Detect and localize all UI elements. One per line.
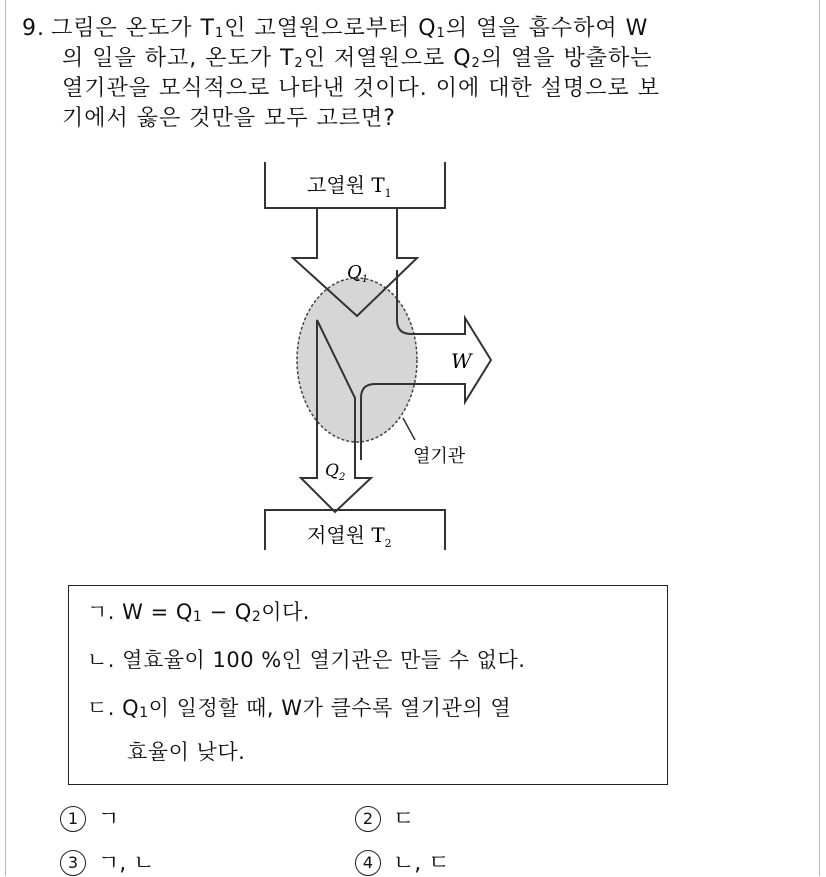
question-number: 9. <box>22 16 45 41</box>
q1-label: $Q_1$ <box>347 262 369 285</box>
statements-box <box>68 585 668 785</box>
work-label: W <box>451 349 472 373</box>
q2-label: $Q_2$ <box>325 461 346 483</box>
cold-reservoir-label: 저열원 $T_2$ <box>307 523 392 550</box>
statement-c: ㄷ. $Q_1$이 일정할 때, W가 클수록 열기관의 열 <box>87 696 512 721</box>
question-line-4: 기에서 옳은 것만을 모두 고르면? <box>62 106 396 131</box>
choice-3[interactable]: 3 ㄱ, ㄴ <box>60 846 155 877</box>
hot-reservoir-label: 고열원 $T_1$ <box>307 173 392 200</box>
engine-pointer-line <box>403 418 415 440</box>
question-text: 9. 그림은 온도가 $T_1$인 고열원으로부터 $Q_1$의 열을 흡수하여 W 의 일을 하고, 온도가 $T_2$인 저열원으로 $Q_2$의 열을 방출하는 열기관을 모식적으로 나타낸 것이다. 이에 대한 설명으로 보 기에서 옳은 것만을 모두 고르면? <box>22 14 782 134</box>
question-line-3: 열기관을 모식적으로 나타낸 것이다. 이에 대한 설명으로 보 <box>62 76 660 101</box>
heat-engine-ellipse <box>297 278 417 442</box>
statement-a: ㄱ. $W = Q_1 - Q_2$이다. <box>87 600 310 625</box>
statement-b: ㄴ. 열효율이 100 %인 열기관은 만들 수 없다. <box>87 648 526 672</box>
engine-label: 열기관 <box>413 446 466 467</box>
choice-1[interactable]: 1 ㄱ <box>60 802 119 833</box>
heat-engine-diagram <box>255 160 505 555</box>
choice-4[interactable]: 4 ㄴ, ㄷ <box>355 846 450 877</box>
question-line-2: 의 일을 하고, 온도가 $T_2$인 저열원으로 $Q_2$의 열을 방출하는 <box>62 46 653 71</box>
choice-2[interactable]: 2 ㄷ <box>355 802 414 833</box>
statement-c-continued: 효율이 낮다. <box>127 740 246 764</box>
